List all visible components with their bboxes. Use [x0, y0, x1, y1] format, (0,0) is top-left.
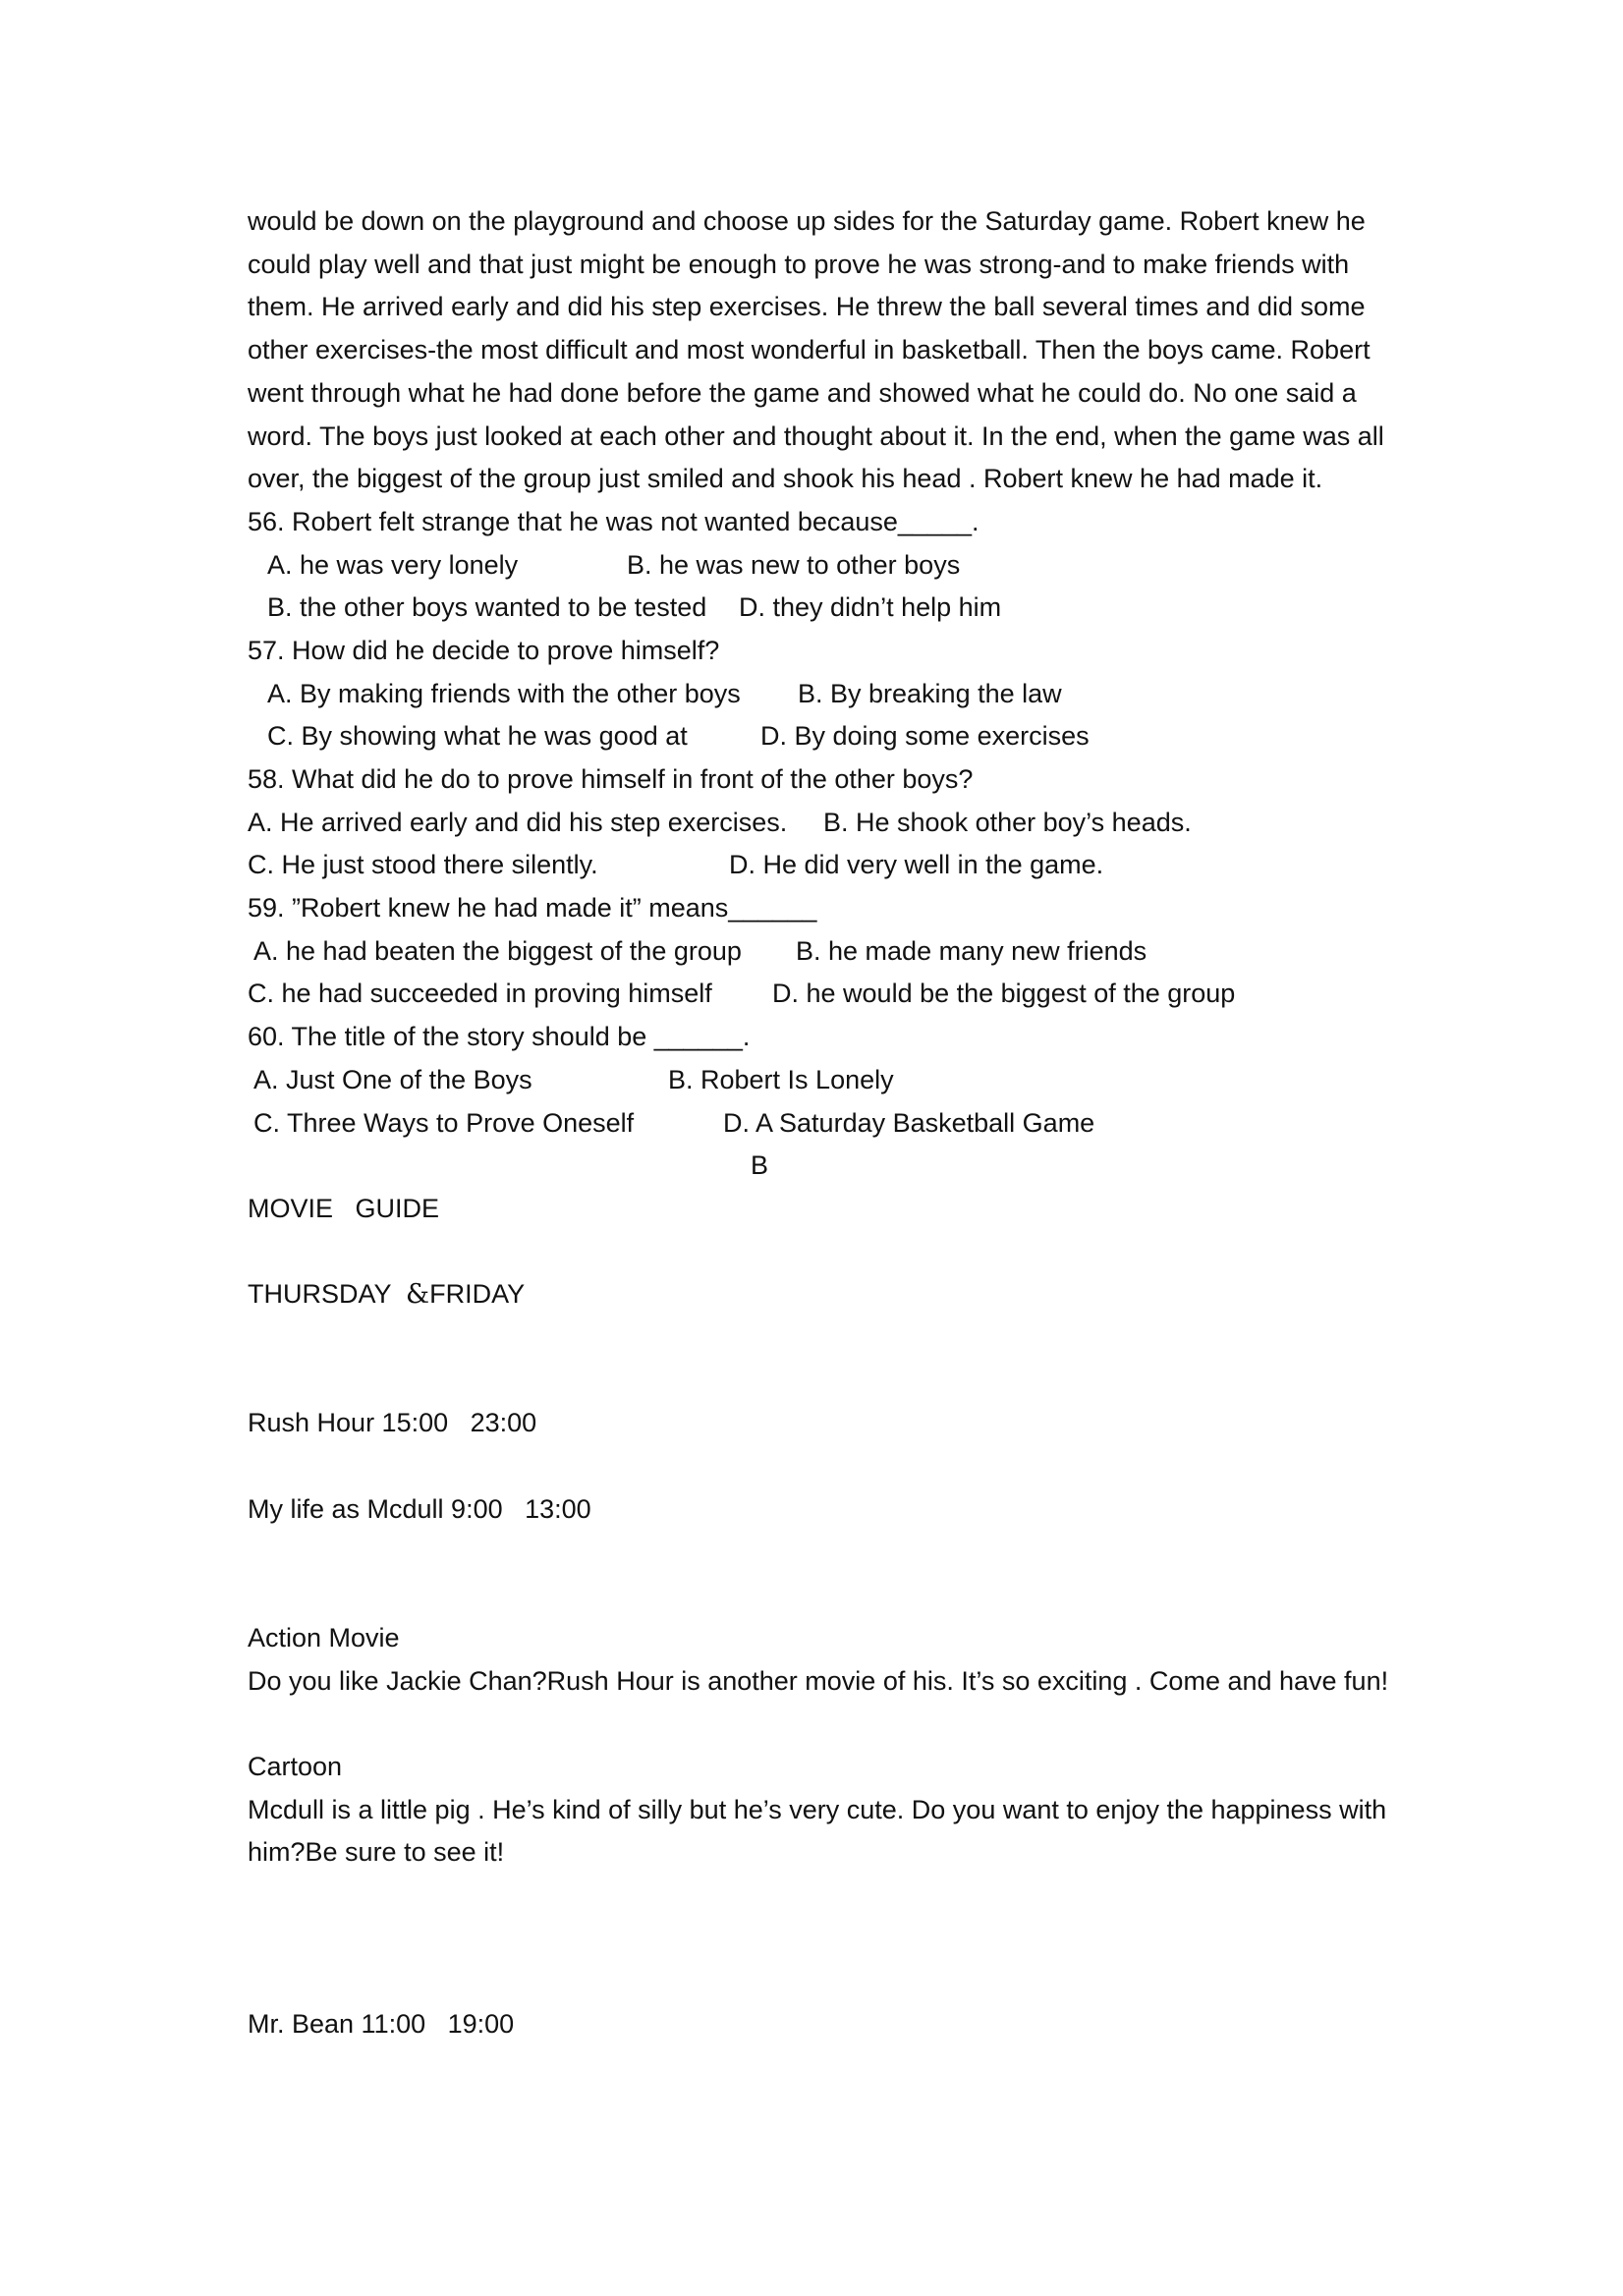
option-row [248, 715, 1399, 758]
question-stem: 60. The title of the story should be ______. [248, 1022, 751, 1052]
question-58 [248, 758, 1399, 887]
option-c: C. He just stood there silently. [248, 850, 598, 880]
movie-description: him?Be sure to see it! [248, 1837, 505, 1868]
passage-line: could play well and that just might be enough to prove he was strong-and to make friends with [248, 249, 1350, 279]
passage-line: over, the biggest of the group just smiled and shook his head . Robert knew he had made it. [248, 464, 1323, 494]
question-stem: 56. Robert felt strange that he was not wanted because_____. [248, 506, 979, 536]
option-row [248, 1102, 1399, 1146]
option-a: A. Just One of the Boys [253, 1064, 532, 1094]
question-stem: 58. What did he do to prove himself in front of the other boys? [248, 764, 974, 795]
movie-description: Mcdull is a little pig . He’s kind of silly but he’s very cute. Do you want to enjoy the happiness with [248, 1794, 1387, 1824]
option-c: C. he had succeeded in proving himself [248, 979, 712, 1009]
option-row [248, 673, 1399, 716]
movie-listing: Mr. Bean 11:00 19:00 [248, 2009, 515, 2040]
passage-line: them. He arrived early and did his step exercises. He threw the ball several times and did some [248, 292, 1366, 322]
days-left: THURSDAY [248, 1279, 407, 1310]
option-d: D. they didn’t help him [739, 592, 1002, 623]
option-d: D. By doing some exercises [760, 721, 1090, 752]
movie-guide [248, 1188, 1399, 2046]
option-row [248, 930, 1399, 974]
option-row [248, 802, 1399, 845]
movie-guide-days [248, 1273, 1399, 1316]
option-a: A. He arrived early and did his step exercises. [248, 807, 788, 837]
passage-line: would be down on the playground and choose up sides for the Saturday game. Robert knew he [248, 206, 1366, 236]
question-stem: 57. How did he decide to prove himself? [248, 635, 720, 665]
passage-line: word. The boys just looked at each other and thought about it. In the end, when the game was all [248, 420, 1384, 451]
ampersand: & [406, 1279, 430, 1311]
option-row [248, 587, 1399, 630]
option-b: B. By breaking the law [798, 678, 1062, 708]
question-56 [248, 501, 1399, 630]
section-letter: B [751, 1150, 769, 1181]
reading-passage [248, 200, 1399, 501]
option-a: A. he was very lonely [267, 549, 519, 580]
option-b: B. Robert Is Lonely [668, 1064, 894, 1094]
movie-category-title: Cartoon [248, 1751, 343, 1781]
option-b: B. He shook other boy’s heads. [823, 807, 1192, 837]
option-b: B. he was new to other boys [627, 549, 961, 580]
movie-description: Do you like Jackie Chan?Rush Hour is another movie of his. It’s so exciting . Come and have fun! [248, 1665, 1389, 1696]
option-d: D. he would be the biggest of the group [772, 979, 1236, 1009]
question-60 [248, 1016, 1399, 1145]
option-b: B. he made many new friends [796, 935, 1147, 966]
question-59 [248, 887, 1399, 1016]
option-c: C. By showing what he was good at [267, 721, 688, 752]
document-content [248, 200, 1399, 2046]
movie-guide-heading: MOVIE GUIDE [248, 1193, 440, 1223]
passage-line: went through what he had done before the game and showed what he could do. No one said a [248, 377, 1357, 408]
movie-category-title: Action Movie [248, 1622, 400, 1652]
option-row [248, 1059, 1399, 1102]
option-c: B. the other boys wanted to be tested [267, 592, 707, 623]
passage-line: other exercises-the most difficult and most wonderful in basketball. Then the boys came. Robert [248, 335, 1371, 365]
option-row [248, 844, 1399, 887]
days-right: FRIDAY [429, 1279, 526, 1310]
section-heading [248, 1145, 1399, 1188]
option-a: A. By making friends with the other boys [267, 678, 741, 708]
option-d: D. He did very well in the game. [729, 850, 1104, 880]
option-a: A. he had beaten the biggest of the group [253, 935, 742, 966]
question-stem: 59. ”Robert knew he had made it” means______ [248, 893, 817, 924]
movie-listing: Rush Hour 15:00 23:00 [248, 1408, 537, 1438]
option-row [248, 544, 1399, 588]
option-row [248, 973, 1399, 1016]
option-d: D. A Saturday Basketball Game [723, 1107, 1095, 1138]
option-c: C. Three Ways to Prove Oneself [253, 1107, 635, 1138]
question-57 [248, 630, 1399, 758]
movie-listing: My life as Mcdull 9:00 13:00 [248, 1493, 591, 1524]
